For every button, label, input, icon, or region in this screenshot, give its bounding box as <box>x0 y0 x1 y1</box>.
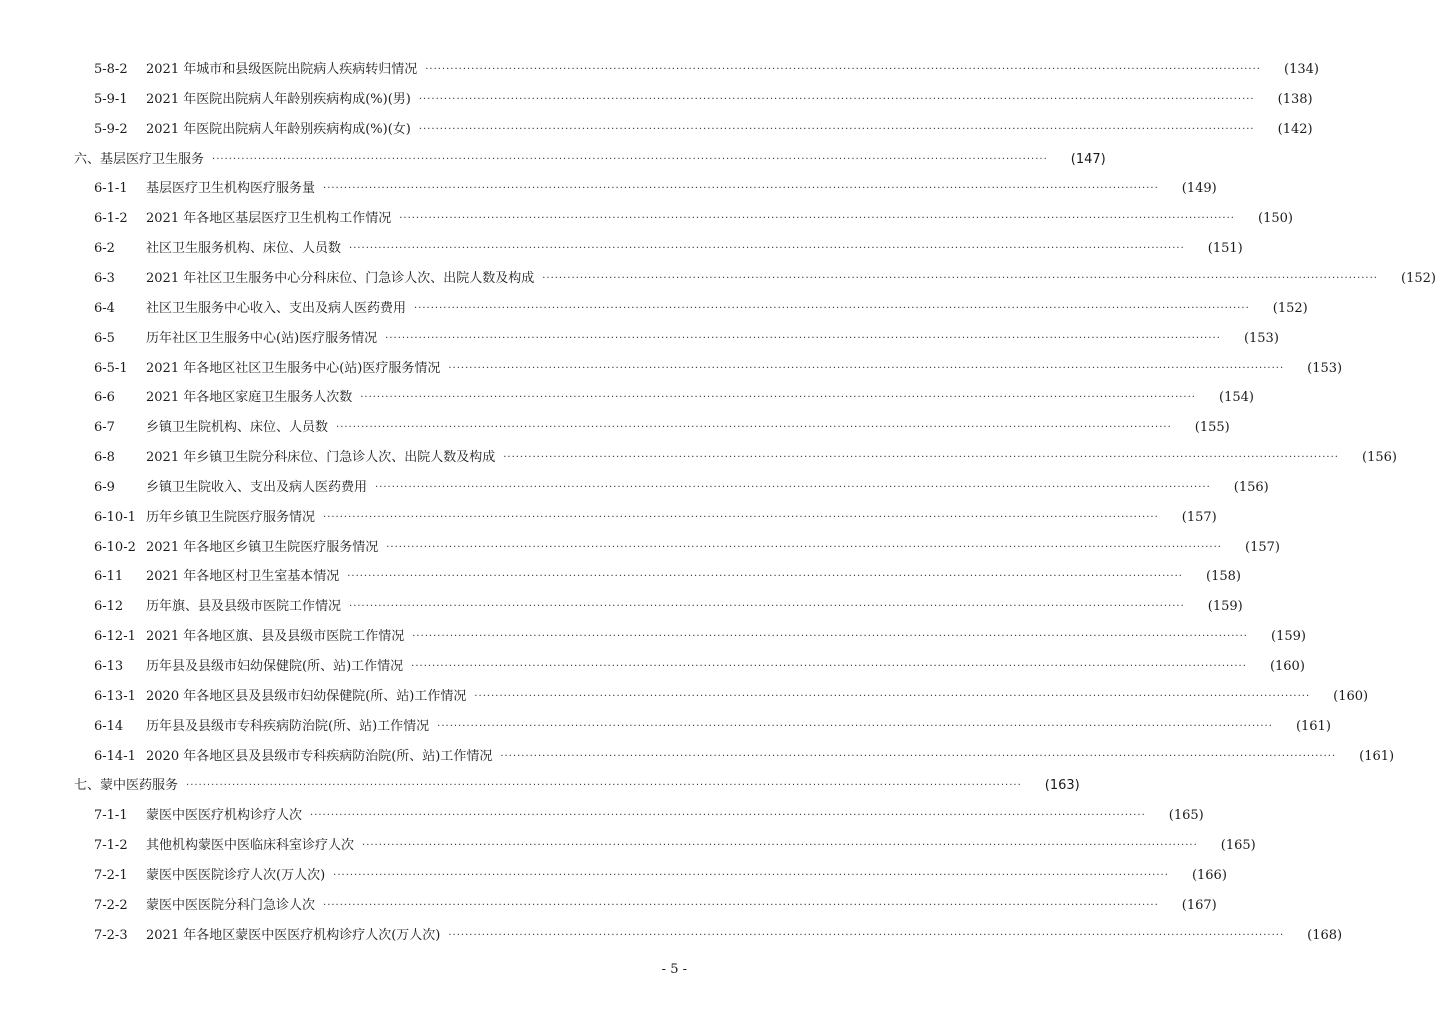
toc-entry <box>0 565 1241 589</box>
toc-entry-number: 6-12 <box>94 599 124 615</box>
toc-page-ref: (156) <box>1362 450 1397 466</box>
toc-entry <box>0 924 1343 948</box>
toc-section-title: 六、基层医疗卫生服务 <box>74 151 205 167</box>
toc-leader-dots: ········································································································································································································ <box>418 123 1255 135</box>
toc-page-ref: (151) <box>1207 241 1243 257</box>
toc-entry <box>0 118 1313 142</box>
toc-leader-dots: ········································································································································································································ <box>212 153 1048 165</box>
toc-entry <box>0 834 1256 858</box>
toc-entry-title: 2021 年各地区基层医疗卫生机构工作情况 <box>146 211 392 227</box>
toc-leader-dots: ········································································································································································································ <box>323 183 1159 195</box>
toc-entry <box>0 297 1308 321</box>
toc-page-ref: (165) <box>1220 838 1256 854</box>
toc-page-ref: (157) <box>1181 509 1217 525</box>
page-number: - 5 - <box>661 962 687 977</box>
toc-entry-number: 7-1-2 <box>94 838 128 854</box>
toc-leader-dots: ········································································································································································································ <box>414 302 1250 314</box>
toc-entry <box>0 357 1343 381</box>
toc-entry <box>0 88 1313 112</box>
toc-entry-number: 6-8 <box>94 450 115 466</box>
toc-page-ref: (152) <box>1272 300 1308 316</box>
toc-page-ref: (154) <box>1219 390 1254 406</box>
toc-entry-number: 6-5 <box>94 330 115 346</box>
toc-entry <box>0 446 1397 470</box>
toc-entry-number: 6-9 <box>94 479 115 495</box>
toc-entry <box>0 237 1243 261</box>
toc-entry-number: 6-7 <box>94 420 115 436</box>
toc-entry <box>0 386 1254 410</box>
toc-entry-number: 5-8-2 <box>94 62 128 77</box>
toc-leader-dots: ········································································································································································································ <box>349 601 1185 613</box>
toc-page-ref: (157) <box>1245 539 1280 555</box>
toc-entry <box>0 745 1395 769</box>
toc-entry-number: 6-6 <box>94 390 115 406</box>
toc-entry-title: 基层医疗卫生机构医疗服务量 <box>146 181 316 197</box>
toc-entry-title: 2021 年社区卫生服务中心分科床位、门急诊人次、出院人数及构成 <box>146 270 535 286</box>
toc-entry-number: 5-9-1 <box>94 91 128 107</box>
toc-entry-title: 蒙医中医医疗机构诊疗人次 <box>146 808 303 824</box>
toc-page-ref: (167) <box>1181 897 1217 913</box>
toc-entry-number: 7-2-3 <box>94 927 128 943</box>
toc-page-ref: (150) <box>1258 211 1293 227</box>
toc-leader-dots: ········································································································································································································ <box>448 929 1285 941</box>
toc-entry-title: 其他机构蒙医中医临床科室诊疗人次 <box>146 838 355 854</box>
toc-entry-number: 7-2-2 <box>94 897 128 913</box>
toc-page-ref: (155) <box>1194 420 1230 436</box>
toc-leader-dots: ········································································································································································································ <box>385 332 1221 344</box>
toc-entry-number: 6-3 <box>94 270 115 286</box>
toc-leader-dots: ········································································································································································································ <box>411 661 1247 672</box>
toc-entry <box>0 536 1280 560</box>
toc-entry-title: 蒙医中医医院诊疗人次(万人次) <box>146 867 326 883</box>
toc-leader-dots: ········································································································································································································ <box>418 93 1255 105</box>
toc-entry-number: 7-2-1 <box>94 867 128 883</box>
toc-entry <box>0 864 1227 888</box>
toc-entry-number: 6-5-1 <box>94 360 128 376</box>
toc-leader-dots: ········································································································································································································ <box>412 631 1248 643</box>
toc-leader-dots: ········································································································································································································ <box>503 452 1339 464</box>
toc-leader-dots: ········································································································································································································ <box>399 213 1235 225</box>
toc-entry-title: 2021 年乡镇卫生院分科床位、门急诊人次、出院人数及构成 <box>146 450 496 466</box>
toc-section-heading <box>0 774 1080 798</box>
toc-entry-number: 6-12-1 <box>94 629 136 645</box>
toc-entry-title: 2021 年各地区乡镇卫生院医疗服务情况 <box>146 539 379 555</box>
toc-leader-dots: ········································································································································································································ <box>425 64 1261 75</box>
toc-page-ref: (165) <box>1168 808 1204 824</box>
toc-leader-dots: ········································································································································································································ <box>448 362 1285 374</box>
toc-page-ref: (160) <box>1269 659 1305 674</box>
toc-entry-number: 6-4 <box>94 300 115 316</box>
toc-entry-title: 蒙医中医医院分科门急诊人次 <box>146 897 316 913</box>
toc-entry-title: 2020 年各地区县及县级市妇幼保健院(所、站)工作情况 <box>146 688 467 704</box>
toc-page-ref: (168) <box>1307 927 1343 943</box>
toc-entry <box>0 506 1217 530</box>
toc-page-ref: (158) <box>1206 569 1241 585</box>
toc-leader-dots: ········································································································································································································ <box>362 840 1198 852</box>
toc-leader-dots: ········································································································································································································ <box>323 511 1159 523</box>
toc-page-ref: (156) <box>1233 479 1269 495</box>
toc-entry <box>0 655 1305 679</box>
toc-entry-number: 6-1-2 <box>94 211 128 227</box>
toc-leader-dots: ········································································································································································································ <box>310 810 1146 822</box>
toc-entry-title: 历年乡镇卫生院医疗服务情况 <box>146 509 316 525</box>
toc-leader-dots: ········································································································································································································ <box>336 422 1172 434</box>
toc-entry-number: 7-1-1 <box>94 808 128 824</box>
toc-entry <box>0 327 1279 351</box>
toc-entry <box>0 685 1369 709</box>
toc-entry <box>0 595 1243 619</box>
toc-entry-title: 社区卫生服务中心收入、支出及病人医药费用 <box>146 300 407 316</box>
toc-entry <box>0 625 1306 649</box>
toc-page-ref: (149) <box>1181 181 1217 197</box>
toc-entry-number: 5-9-2 <box>94 121 128 137</box>
toc-entry <box>0 804 1204 828</box>
toc-leader-dots: ········································································································································································································ <box>186 780 1022 792</box>
toc-entry-title: 历年县及县级市妇幼保健院(所、站)工作情况 <box>146 659 404 674</box>
toc-page-ref: (161) <box>1359 748 1395 764</box>
toc-page-ref: (159) <box>1271 629 1306 645</box>
toc-leader-dots: ········································································································································································································ <box>375 481 1211 493</box>
toc-entry <box>0 207 1293 231</box>
toc-entry-title: 2021 年城市和县级医院出院病人疾病转归情况 <box>146 62 418 77</box>
toc-page-ref: (161) <box>1295 718 1331 734</box>
toc-entry-number: 6-11 <box>94 569 124 585</box>
toc-entry <box>0 177 1217 201</box>
toc-entry-number: 6-13-1 <box>94 688 136 704</box>
toc-page-ref: (153) <box>1243 330 1279 346</box>
toc-page-ref: (152) <box>1401 270 1436 286</box>
toc-entry-title: 历年社区卫生服务中心(站)医疗服务情况 <box>146 330 378 346</box>
toc-section-heading <box>0 148 1106 172</box>
toc-page-ref: (147) <box>1070 151 1106 167</box>
toc-entry-number: 6-14 <box>94 718 124 734</box>
toc-entry-number: 6-10-2 <box>94 539 136 555</box>
toc-leader-dots: ········································································································································································································ <box>474 690 1311 702</box>
toc-entry-title: 2021 年各地区社区卫生服务中心(站)医疗服务情况 <box>146 360 441 376</box>
toc-entry-title: 2021 年各地区家庭卫生服务人次数 <box>146 390 353 406</box>
toc-page-ref: (138) <box>1277 91 1313 107</box>
toc-leader-dots: ········································································································································································································ <box>437 720 1273 732</box>
toc-entry-title: 历年县及县级市专科疾病防治院(所、站)工作情况 <box>146 718 430 734</box>
toc-leader-dots: ········································································································································································································ <box>349 243 1185 255</box>
toc-leader-dots: ········································································································································································································ <box>333 869 1169 881</box>
toc-entry-title: 2021 年各地区村卫生室基本情况 <box>146 569 340 585</box>
toc-entry-number: 6-1-1 <box>94 181 128 197</box>
toc-leader-dots: ········································································································································································································ <box>323 899 1159 911</box>
toc-entry-title: 乡镇卫生院收入、支出及病人医药费用 <box>146 479 368 495</box>
toc-entry-title: 2021 年医院出院病人年龄别疾病构成(%)(男) <box>146 91 411 107</box>
toc-entry <box>0 894 1217 918</box>
toc-leader-dots: ········································································································································································································ <box>542 272 1378 284</box>
toc-leader-dots: ········································································································································································································ <box>500 750 1337 762</box>
toc-entry-title: 2021 年各地区旗、县及县级市医院工作情况 <box>146 629 405 645</box>
toc-page-ref: (159) <box>1207 599 1243 615</box>
toc-leader-dots: ········································································································································································································ <box>386 541 1222 553</box>
toc-entry-title: 2021 年医院出院病人年龄别疾病构成(%)(女) <box>146 121 411 137</box>
toc-entry <box>0 715 1331 739</box>
toc-entry-title: 社区卫生服务机构、床位、人员数 <box>146 241 342 257</box>
toc-entry-title: 2021 年各地区蒙医中医医疗机构诊疗人次(万人次) <box>146 927 441 943</box>
toc-page-ref: (166) <box>1191 867 1227 883</box>
toc-entry-title: 2020 年各地区县及县级市专科疾病防治院(所、站)工作情况 <box>146 748 493 764</box>
toc-page-ref: (163) <box>1044 778 1080 794</box>
toc-entry <box>0 58 1319 82</box>
toc-page-ref: (153) <box>1307 360 1343 376</box>
toc-entry <box>0 267 1436 291</box>
toc-entry-number: 6-2 <box>94 241 115 257</box>
toc-entry-number: 6-10-1 <box>94 509 136 525</box>
toc-entry <box>0 476 1269 500</box>
toc-leader-dots: ········································································································································································································ <box>360 392 1196 404</box>
toc-entry-number: 6-13 <box>94 659 124 674</box>
toc-page-ref: (134) <box>1284 62 1319 77</box>
toc-entry <box>0 416 1230 440</box>
toc-entry-number: 6-14-1 <box>94 748 136 764</box>
toc-section-title: 七、蒙中医药服务 <box>74 778 179 794</box>
toc-page-ref: (142) <box>1277 121 1313 137</box>
toc-page-ref: (160) <box>1333 688 1369 704</box>
toc-entry-title: 乡镇卫生院机构、床位、人员数 <box>146 420 329 436</box>
toc-entry-title: 历年旗、县及县级市医院工作情况 <box>146 599 342 615</box>
toc-leader-dots: ········································································································································································································ <box>347 571 1183 583</box>
